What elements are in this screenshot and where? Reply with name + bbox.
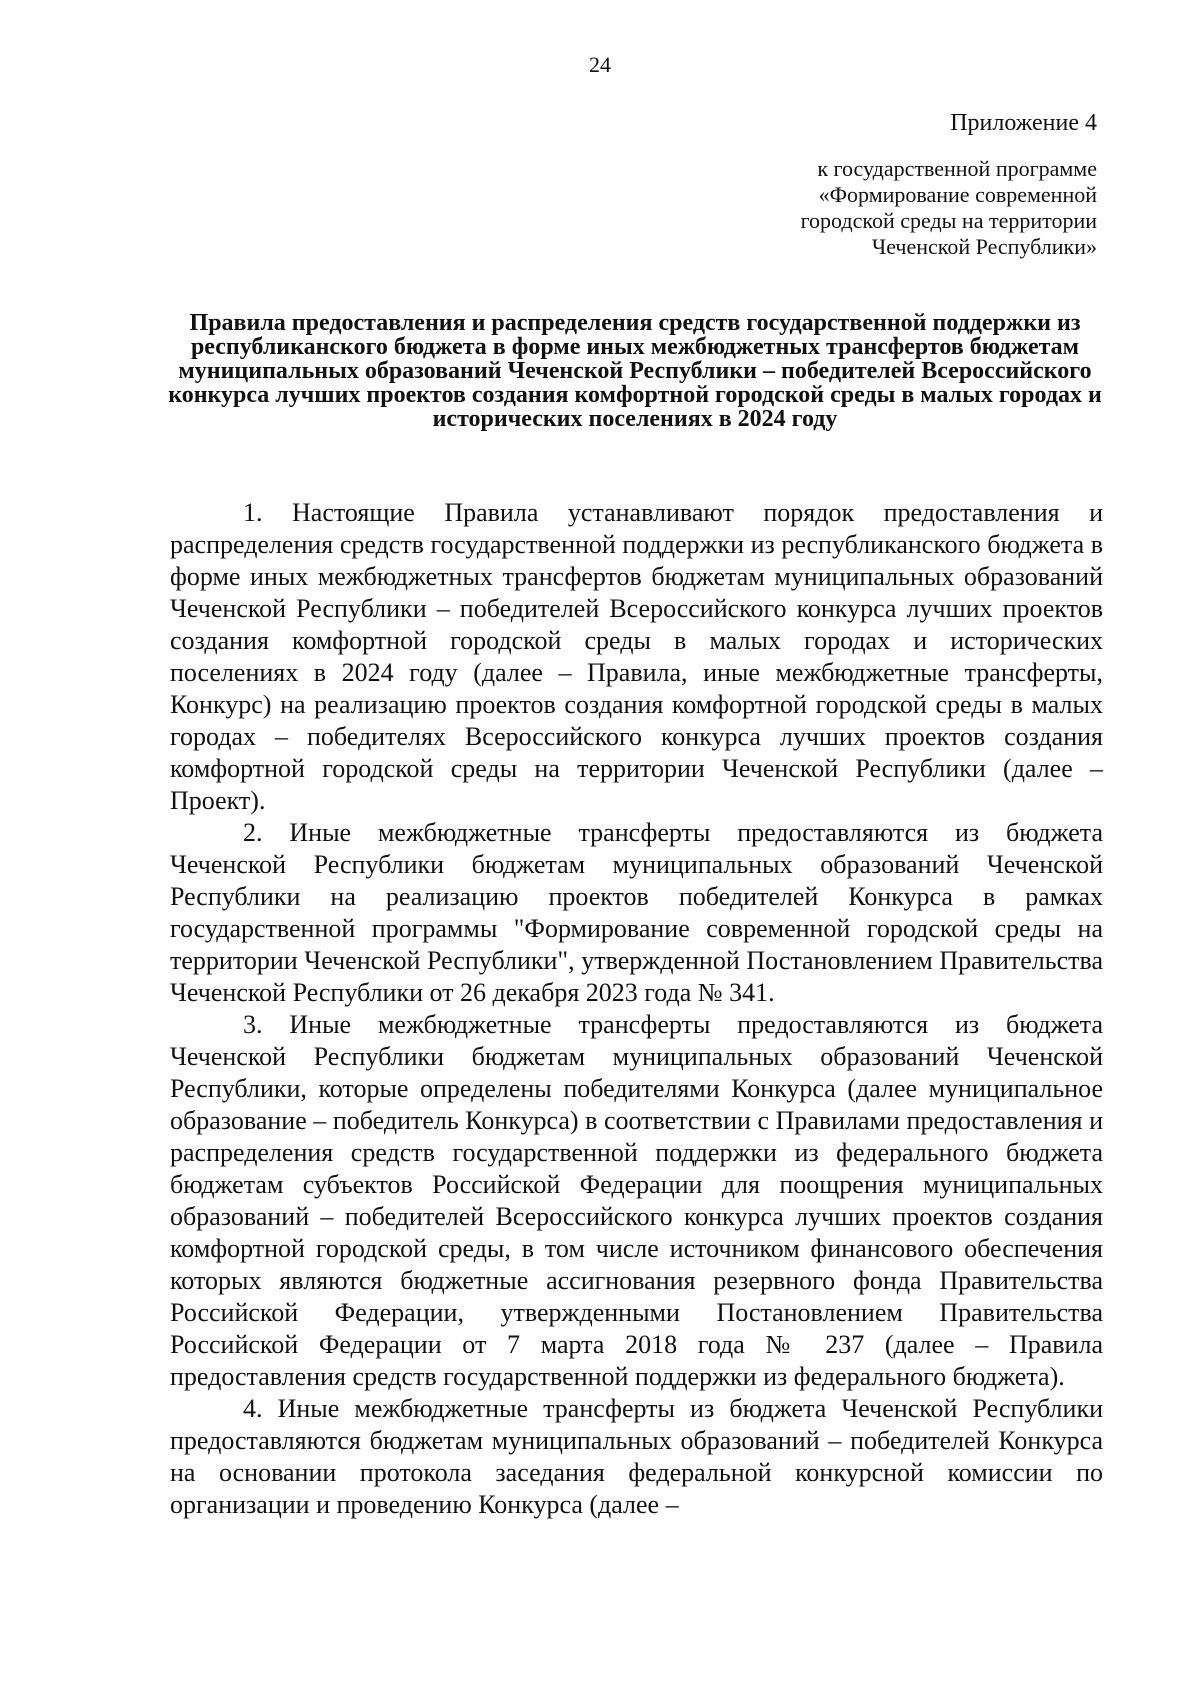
appendix-block — [767, 110, 1097, 260]
document-body — [170, 497, 1103, 1521]
paragraph-2: 2. Иные межбюджетные трансферты предоставляются из бюджета Чеченской Республики бюджетам муниципальных образований Чеченской Республики на реализацию проектов победителей Конкурса в рамках государственной программы "Формирование современной городской среды на территории Чеченской Республики", утвержденной Постановлением Правительства Чеченской Республики от 26 декабря 2023 года № 341. — [170, 818, 1103, 1007]
paragraph-4: 4. Иные межбюджетные трансферты из бюджета Чеченской Республики предоставляются бюджетам муниципальных образований – победителей Конкурса на основании протокола заседания федеральной конкурсной комиссии по организации и проведению Конкурса (далее – — [170, 1394, 1103, 1519]
paragraph-3: 3. Иные межбюджетные трансферты предоставляются из бюджета Чеченской Республики бюджетам муниципальных образований Чеченской Республики, которые определены победителями Конкурса (далее муниципальное образование – победитель Конкурса) в соответствии с Правилами предоставления и распределения средств государственной поддержки из федерального бюджета бюджетам субъектов Российской Федерации для поощрения муниципальных образований – победителей Всероссийского конкурса лучших проектов создания комфортной городской среды, в том числе источником финансового обеспечения которых являются бюджетные ассигнования резервного фонда Правительства Российской Федерации, утвержденными Постановлением Правительства Российской Федерации от 7 марта 2018 года № 237 (далее – Правила предоставления средств государственной поддержки из федерального бюджета). — [170, 1010, 1103, 1391]
document-title: Правила предоставления и распределения средств государственной поддержки из республиканского бюджета в форме иных межбюджетных трансфертов бюджетам муниципальных образований Чеченской Республики – победителей Всероссийского конкурса лучших проектов создания комфортной городской среды в малых городах и исторических поселениях в 2024 году — [168, 310, 1102, 432]
paragraph-1: 1. Настоящие Правила устанавливают порядок предоставления и распределения средств государственной поддержки из республиканского бюджета в форме иных межбюджетных трансфертов бюджетам муниципальных образований Чеченской Республики – победителей Всероссийского конкурса лучших проектов создания комфортной городской среды в малых городах и исторических поселениях в 2024 году (далее – Правила, иные межбюджетные трансферты, Конкурс) на реализацию проектов создания комфортной городской среды в малых городах – победителях Всероссийского конкурса лучших проектов создания комфортной городской среды на территории Чеченской Республики (далее – Проект). — [170, 498, 1103, 815]
page-number: 24 — [589, 52, 611, 77]
appendix-label: Приложение 4 — [950, 110, 1097, 136]
appendix-reference: к государственной программе «Формирование современной городской среды на территории Чеченской Республики» — [800, 156, 1097, 259]
